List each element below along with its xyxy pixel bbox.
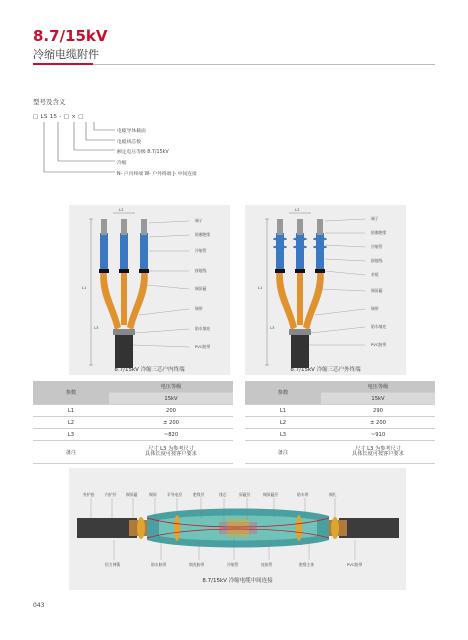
joint-bottom-label: 绝缘主体 <box>299 562 315 567</box>
note-line: 尺寸 L3 为参考尺寸 <box>355 445 401 452</box>
model-section-heading: 型号及含义 <box>33 98 66 106</box>
table-cell-param: L3 <box>33 429 109 441</box>
joint-top-label: 铜网 <box>149 492 157 497</box>
joint-top-label: 外护套 <box>83 492 95 497</box>
table-row <box>33 405 233 417</box>
table-cell-value: ± 200 <box>109 417 233 429</box>
joint-bottom-label: 恒力弹簧 <box>105 562 121 567</box>
joint-diagram <box>69 468 406 590</box>
indoor-label: PVC胶带 <box>195 344 211 349</box>
indoor-cable-body <box>99 219 149 368</box>
table-cell-param: L1 <box>245 405 321 417</box>
title-divider-accent <box>33 63 93 65</box>
table-cell-value: 200 <box>109 405 233 417</box>
indoor-label: 防潮绝缘 <box>195 232 211 237</box>
spec-table-indoor <box>33 381 233 464</box>
joint-top-label: 铜屏蔽层 <box>263 492 279 497</box>
outdoor-label: 防潮绝缘 <box>371 230 387 235</box>
table-row <box>33 417 233 429</box>
table-row <box>33 429 233 441</box>
joint-bottom-label: 连接管 <box>261 562 273 567</box>
table-param-header: 参数 <box>33 381 109 405</box>
indoor-label: 防水填充 <box>195 326 211 331</box>
legend-item: 电缆导体截面 <box>117 129 146 134</box>
indoor-caption: 8.7/15kV 冷缩三芯户内终端 <box>114 367 185 373</box>
note-line: 具体长度可按客户要求 <box>145 451 197 457</box>
table-cell-param: L3 <box>245 429 321 441</box>
indoor-label: 铜屏蔽 <box>195 286 207 291</box>
indoor-dimension-label: L2 <box>119 207 124 212</box>
note-line: 具体长度可按客户要求 <box>352 451 404 457</box>
table-cell-note <box>321 441 435 464</box>
joint-top-label: 屏蔽层 <box>239 492 251 497</box>
joint-caption: 8.7/15kV 冷缩电缆中间连接 <box>202 578 273 584</box>
joint-top-label: 防水带 <box>297 492 309 497</box>
joint-bottom-label: 冷缩管 <box>227 562 239 567</box>
indoor-label: 端子 <box>195 218 203 223</box>
table-group-header: 电压等级 <box>321 381 435 393</box>
joint-top-label: 内护层 <box>105 492 117 497</box>
table-row <box>245 405 435 417</box>
outdoor-label: 接地线 <box>371 258 383 263</box>
outdoor-dimension-label: L2 <box>295 207 300 212</box>
table-cell-value: 290 <box>321 405 435 417</box>
outdoor-label: 伞裙 <box>371 272 379 277</box>
table-param-header: 参数 <box>245 381 321 405</box>
joint-bottom-label: 防水胶带 <box>151 562 167 567</box>
joint-cable-body <box>77 509 399 548</box>
outdoor-cable-body <box>273 219 327 368</box>
outdoor-label: 铜带 <box>371 306 379 311</box>
table-row <box>33 441 233 464</box>
indoor-termination-panel <box>69 205 230 375</box>
table-cell-note <box>109 441 233 464</box>
outdoor-caption: 8.7/15kV 冷缩三芯户外终端 <box>290 367 361 373</box>
joint-top-label: 铜屏蔽 <box>126 492 138 497</box>
indoor-dimension-label: L1 <box>82 285 87 290</box>
model-code: □ LS 15 - □ × □ <box>33 114 84 120</box>
page-number: 043 <box>33 602 45 609</box>
joint-panel <box>69 468 406 590</box>
outdoor-label: 冷缩管 <box>371 244 383 249</box>
title-divider <box>33 64 435 65</box>
outdoor-dimension-label: L3 <box>270 325 275 330</box>
table-cell-param: L1 <box>33 405 109 417</box>
legend-item: 冷缩 <box>117 161 127 166</box>
model-legend-brackets <box>30 118 120 188</box>
legend-item: 额定电压等级 8.7/15kV <box>117 150 169 155</box>
legend-item: 电缆线芯数 <box>117 140 141 145</box>
joint-top-label: 绝缘层 <box>193 492 205 497</box>
table-sub-header: 15kV <box>109 393 233 405</box>
table-row <box>245 429 435 441</box>
joint-bottom-label: 填充胶带 <box>189 562 205 567</box>
outdoor-label: PVC胶带 <box>371 342 387 347</box>
joint-top-label: 铜扎 <box>329 492 337 497</box>
table-sub-header: 15kV <box>321 393 435 405</box>
indoor-label: 铜带 <box>195 306 203 311</box>
page-subtitle: 冷缩电缆附件 <box>33 48 99 61</box>
table-row <box>245 417 435 429</box>
table-cell-value: ~910 <box>321 429 435 441</box>
outdoor-label: 铜屏蔽 <box>371 288 383 293</box>
indoor-dimension-label: L3 <box>94 325 99 330</box>
indoor-label: 冷缩管 <box>195 248 207 253</box>
legend-item: N- 户内终端 W- 户外终端 J- 中间连接 <box>117 172 197 177</box>
note-line: 尺寸 L3 为参考尺寸 <box>148 445 194 452</box>
table-cell-param: 备注 <box>245 441 321 464</box>
joint-top-label: 线芯 <box>219 492 227 497</box>
table-cell-param: L2 <box>33 417 109 429</box>
indoor-label: 接地线 <box>195 268 207 273</box>
outdoor-dimension-label: L1 <box>258 285 263 290</box>
table-group-header: 电压等级 <box>109 381 233 393</box>
table-cell-param: 备注 <box>33 441 109 464</box>
outdoor-label: 防水填充 <box>371 324 387 329</box>
table-cell-param: L2 <box>245 417 321 429</box>
page-title: 8.7/15kV <box>33 27 108 45</box>
joint-top-label: 半导电层 <box>167 492 183 497</box>
spec-table-outdoor <box>245 381 435 464</box>
outdoor-label: 端子 <box>371 216 379 221</box>
outdoor-termination-panel <box>245 205 406 375</box>
table-row <box>245 441 435 464</box>
table-cell-value: ~820 <box>109 429 233 441</box>
joint-bottom-label: PVC胶带 <box>347 562 363 567</box>
table-cell-value: ± 200 <box>321 417 435 429</box>
